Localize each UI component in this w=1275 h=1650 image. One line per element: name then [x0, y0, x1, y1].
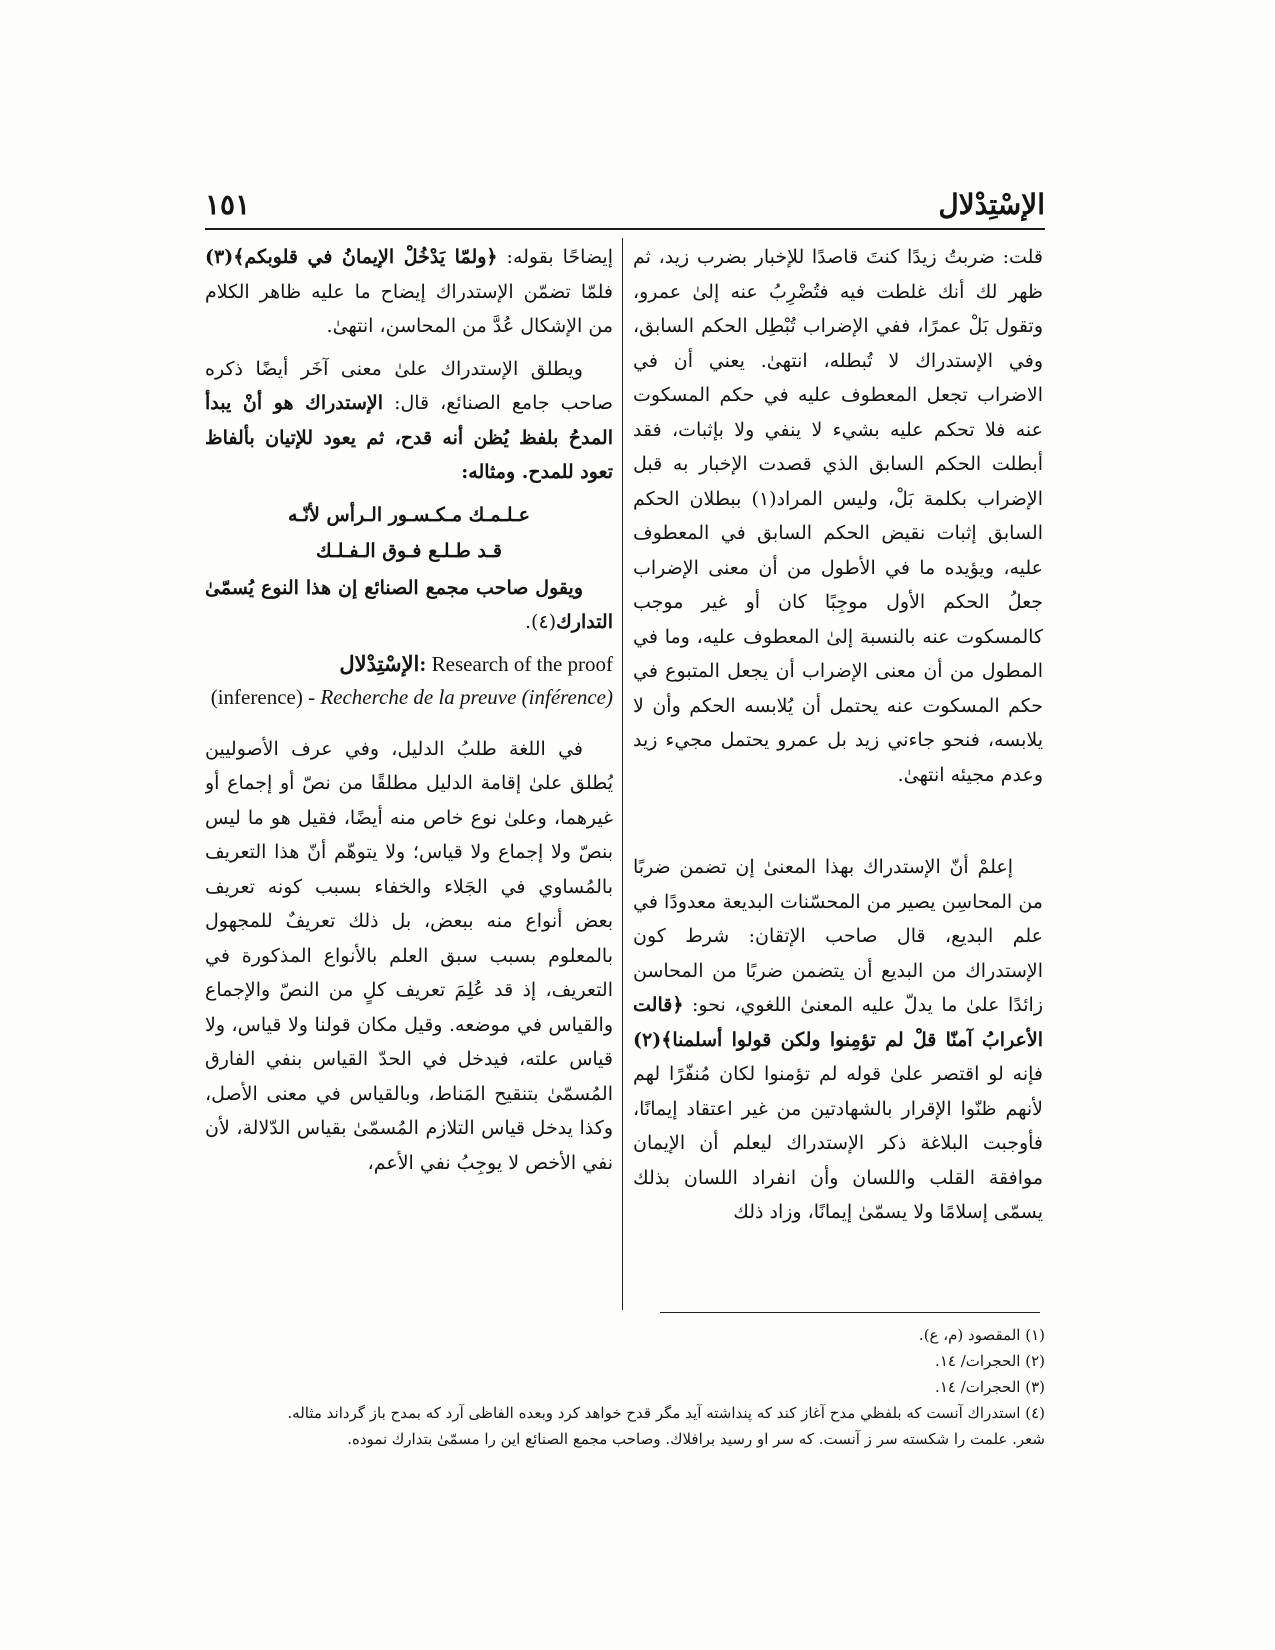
- definition-text: ويقول صاحب مجمع الصنائع إن هذا النوع يُسمّىٰ التدارك: [205, 576, 613, 633]
- paragraph: [205, 240, 613, 344]
- footnote-rule: [660, 1312, 1040, 1313]
- definition-text: الإستدراك هو أنْ يبدأ المدحُ بلفظ يُظن أنه قدح، ثم يعود للإتيان بألفاظ تعود للمدح. ومثاله:: [205, 392, 613, 483]
- verse-line-1: عـلـمـك مـكـسـور الـرأس لأنّـه: [288, 503, 530, 526]
- footnote-1: (١) المقصود (م، ع).: [918, 1326, 1045, 1344]
- paragraph-gap: [633, 800, 1043, 850]
- entry-heading: [205, 648, 613, 714]
- right-column: [633, 240, 1043, 1308]
- paragraph-text: إيضاحًا بقوله:: [497, 246, 613, 268]
- entry-translation-fr: Recherche de la preuve (inférence): [320, 684, 613, 709]
- paragraph: [633, 850, 1043, 1230]
- paragraph: قلت: ضربتُ زيدًا كنتَ قاصدًا للإخبار بضرب زيد، ثم ظهر لك أنك غلطت فيه فتُضْرِبُ عنه إلىٰ عمرو، وتقول بَلْ عمرًا، ففي الإضراب تُبْطِل الحكم السابق، وفي الإستدراك لا تُبطله، انتهىٰ. يعني أن في الاضراب تجعل المعطوف عليه في حكم المسكوت عنه فلا تحكم عليه بشيء لا ينفي ولا بإثبات، فقد أبطلت الحكم السابق الذي قصدت الإخبار به قبل الإضراب بكلمة بَلْ، وليس المراد(١) ببطلان الحكم السابق إثبات نقيض الحكم السابق في المعطوف عليه، ويؤيده ما في الأطول من أن معنى الإضراب جعلُ الحكم الأول موجِبًا كان أو غير موجب كالمسكوت عنه بالنسبة إلىٰ المعطوف عليه، وما في المطول من أن معنى الإضراب أن يجعل المتبوع في حكم المسكوت عنه يحتمل أن يُلابسه الحكم وأن لا يلابسه، فنحو جاءني زيد بل عمرو يحتمل مجيء زيد وعدم مجيئه انتهىٰ.: [633, 246, 1043, 786]
- paragraph: في اللغة طلبُ الدليل، وفي عرف الأصوليين يُطلق علىٰ إقامة الدليل مطلقًا من نصّ أو إجماع أو غيرهما، وعلىٰ نوع خاص منه أيضًا، فقيل هو ما ليس بنصّ ولا إجماع ولا قياس؛ ولا يتوهّم أنّ هذا التعريف بالمُساوي في الجَلاء والخفاء بسبب كونه تعريف بعض أنواع منه ببعض، بل ذلك تعريفٌ للمجهول بالمعلوم بسبب سبق العلم بالأنواع المذكورة في التعريف، إذ قد عُلِمَ تعريف كلٍ من النصّ والإجماع والقياس في موضعه. وقيل مكان قولنا ولا قياس، ولا قياس علته، فيدخل في الحدّ القياس بنفي الفارق المُسمّىٰ بتنقيح المَناط، وبالقياس في معنى الأصل، وكذا يدخل قياس التلازم المُسمّىٰ بقياس الدّلالة، لأن نفي الأخص لا يوجِبُ نفي الأعم،: [205, 737, 613, 1174]
- footnotes: [205, 1322, 1045, 1452]
- footnote-4-continued: شعر. علمت را شكسته سر ز آنست. كه سر او رسيد برافلاك. وصاحب مجمع الصنائع اين را مسمّىٰ بتدارك نموده.: [347, 1430, 1045, 1448]
- footnote-2: (٢) الحجرات/ ١٤.: [935, 1352, 1045, 1370]
- page-header: [205, 188, 1045, 230]
- paragraph-text: إعلمْ أنّ الإستدراك بهذا المعنىٰ إن تضمن ضربًا من المحاسِن يصير من المحسّنات البديعة معدودًا في علم البديع، قال صاحب الإتقان: شرط كون الإستدراك من البديع أن يتضمن ضربًا من المحاسن زائدًا علىٰ ما يدلّ عليه المعنىٰ اللغوي، نحو:: [633, 856, 1043, 1016]
- verse-line-2: قـد طـلـع فـوق الـفـلـك: [315, 540, 502, 562]
- paragraph: [205, 571, 613, 640]
- quran-quote: ﴿ولمّا يَدْخُلْ الإيمانُ في قلوبكم﴾(٣): [205, 246, 498, 268]
- column-divider: [622, 238, 623, 1310]
- footnote-ref: (٤).: [525, 611, 557, 633]
- paragraph-text: ويطلق الإستدراك علىٰ معنى آخَر أيضًا ذكره صاحب جامع الصنائع، قال:: [205, 357, 613, 414]
- quran-quote: ﴿قالت الأعرابُ آمنّا قلْ لم تؤمِنوا ولكن قولوا أسلمنا﴾(٢): [633, 994, 1043, 1051]
- footnote-3: (٣) الحجرات/ ١٤.: [935, 1378, 1045, 1396]
- paragraph-text: فإنه لو اقتصر علىٰ قوله لم تؤمنوا لكان مُنفّرًا لهم لأنهم ظنّوا الإقرار بالشهادتين من غير اعتقاد إيمانًا، فأوجبت البلاغة ذكر الإستدراك ليعلم أن الإيمان موافقة القلب واللسان وأن انفراد اللسان بذلك يسمّى إسلامًا ولا يسمّىٰ إيمانًا، وزاد ذلك: [633, 1063, 1043, 1223]
- left-column: [205, 240, 613, 1308]
- footnote-4: (٤) استدراك آنست كه بلفظي مدح آغاز كند كه پنداشته آيد مگر قدح خواهد كرد وبعده الفاظى آرد كه بمدح باز گرداند مثاله.: [287, 1404, 1045, 1422]
- entry-translation-en: Research of the proof: [426, 651, 613, 676]
- paragraph: [205, 352, 613, 490]
- page-number: ١٥١: [205, 188, 251, 221]
- entry-term: الإسْتِدْلال:: [339, 651, 427, 676]
- entry-translation-en: (inference) -: [210, 684, 321, 709]
- running-title: الإسْتِدْلال: [938, 188, 1045, 221]
- paragraph-text: فلمّا تضمّن الإستدراك إيضاح ما عليه ظاهر الكلام من الإشكال عُدَّ من المحاسن، انتهىٰ.: [205, 280, 613, 337]
